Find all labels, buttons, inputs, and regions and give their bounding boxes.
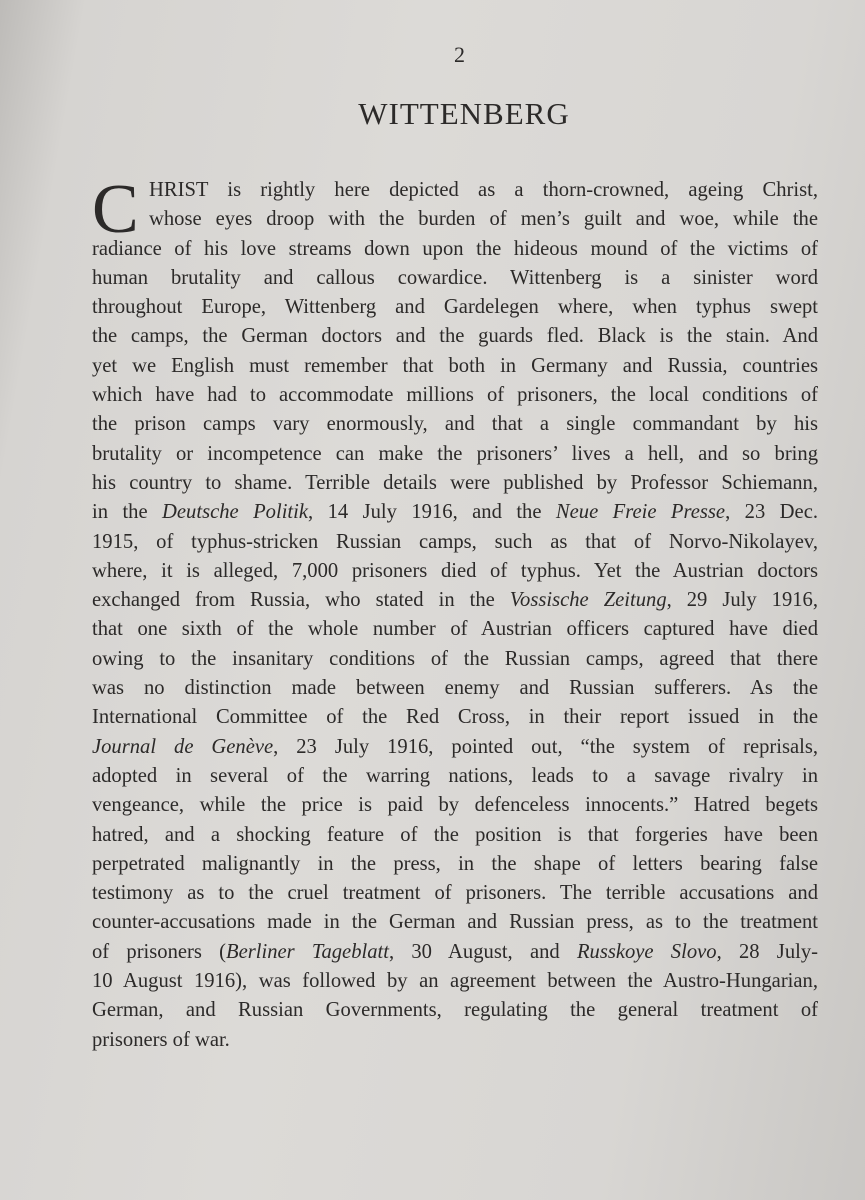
text-run: , 23 Dec. <box>725 501 818 524</box>
text-run: owing to the insanitary conditions of the Russian camps, agreed that there <box>92 647 818 670</box>
text-run: exchanged from Russia, who stated in the <box>92 589 510 612</box>
text-run: 1915, of typhus-stricken Russian camps, such as that of Norvo-Nikolayev, <box>92 530 818 553</box>
italic-title: Deutsche Politik <box>162 501 309 524</box>
text-line <box>92 645 818 674</box>
text-run: perpetrated malignantly in the press, in the shape of letters bearing false <box>92 852 818 875</box>
text-line <box>92 850 818 879</box>
text-line <box>92 293 818 322</box>
text-run: , 28 July- <box>716 940 818 963</box>
text-line <box>92 469 818 498</box>
italic-title: Journal de Genève <box>92 735 274 758</box>
text-line <box>92 235 818 264</box>
text-run: hatred, and a shocking feature of the position is that forgeries have been <box>92 823 818 846</box>
text-line <box>92 440 818 469</box>
text-line <box>92 674 818 703</box>
paragraph-lines <box>92 171 819 1055</box>
text-run: of prisoners ( <box>92 940 227 963</box>
text-run: 10 August 1916), was followed by an agreement between the Austro-Hungarian, <box>92 970 818 993</box>
text-line <box>92 733 818 762</box>
text-run: , 14 July 1916, and the <box>308 501 556 524</box>
chapter-title: WITTENBERG <box>358 96 570 131</box>
text-run: testimony as to the cruel treatment of prisoners. The terrible accusations and <box>92 882 818 905</box>
text-line <box>92 703 818 732</box>
text-run: prisoners of war. <box>92 1028 230 1051</box>
text-line <box>92 498 818 527</box>
text-run: that one sixth of the whole number of Austrian officers captured have died <box>92 618 818 641</box>
italic-title: Berliner Tageblatt <box>226 940 389 963</box>
text-run: yet we English must remember that both in Germany and Russia, countries <box>92 354 818 377</box>
text-line <box>92 381 818 410</box>
text-line <box>92 352 818 381</box>
text-run: was no distinction made between enemy and Russian sufferers. As the <box>92 677 818 700</box>
text-run: human brutality and callous cowardice. Wittenberg is a sinister word <box>92 266 818 289</box>
text-line <box>92 879 818 908</box>
text-line <box>92 938 818 967</box>
text-line <box>92 615 818 644</box>
text-line <box>92 410 818 439</box>
text-line <box>92 967 818 996</box>
text-line <box>92 996 818 1025</box>
text-run: whose eyes droop with the burden of men’s guilt and woe, while the <box>149 208 818 231</box>
italic-title: Russkoye Slovo <box>576 940 717 963</box>
text-run: adopted in several of the warring nations, leads to a savage rivalry in <box>92 764 818 787</box>
text-run: , 30 August, and <box>388 940 577 963</box>
text-line <box>92 264 818 293</box>
italic-title: Vossische Zeitung <box>509 589 667 612</box>
text-run: his country to shame. Terrible details were published by Professor Schiemann, <box>92 471 818 494</box>
text-run: brutality or incompetence can make the prisoners’ lives a hell, and so bring <box>92 442 818 465</box>
text-run: radiance of his love streams down upon the hideous mound of the victims of <box>92 237 818 260</box>
text-run: German, and Russian Governments, regulating the general treatment of <box>92 999 818 1022</box>
page-number: 2 <box>454 42 466 67</box>
text-line <box>92 528 818 557</box>
text-run: in the <box>92 501 163 524</box>
text-line <box>92 176 818 205</box>
text-run: vengeance, while the price is paid by defenceless innocents.” Hatred begets <box>92 794 818 817</box>
italic-title: Neue Freie Presse <box>555 501 726 524</box>
text-line <box>92 586 818 615</box>
text-run: the camps, the German doctors and the guards fled. Black is the stain. And <box>92 325 818 348</box>
text-run: , 29 July 1916, <box>666 589 819 612</box>
text-run: where, it is alleged, 7,000 prisoners died of typhus. Yet the Austrian doctors <box>92 559 818 582</box>
text-run: throughout Europe, Wittenberg and Gardelegen where, when typhus swept <box>92 296 818 319</box>
text-run: the prison camps vary enormously, and that a single commandant by his <box>92 413 818 436</box>
text-run: counter-accusations made in the German and Russian press, as to the treatment <box>92 911 818 934</box>
text-run: which have had to accommodate millions of prisoners, the local conditions of <box>92 384 818 407</box>
text-line <box>92 791 818 820</box>
text-run: , 23 July 1916, pointed out, “the system of reprisals, <box>273 735 818 758</box>
text-line <box>92 908 818 937</box>
text-line <box>92 205 818 234</box>
text-run: International Committee of the Red Cross, in their report issued in the <box>92 706 818 729</box>
drop-cap: C <box>92 171 139 248</box>
text-line <box>92 322 818 351</box>
body-paragraph <box>92 171 819 1055</box>
text-line <box>92 762 818 791</box>
text-line <box>92 821 818 850</box>
text-line <box>92 557 818 586</box>
text-run: HRIST is rightly here depicted as a thorn-crowned, ageing Christ, <box>149 179 818 201</box>
text-line <box>92 1026 818 1055</box>
